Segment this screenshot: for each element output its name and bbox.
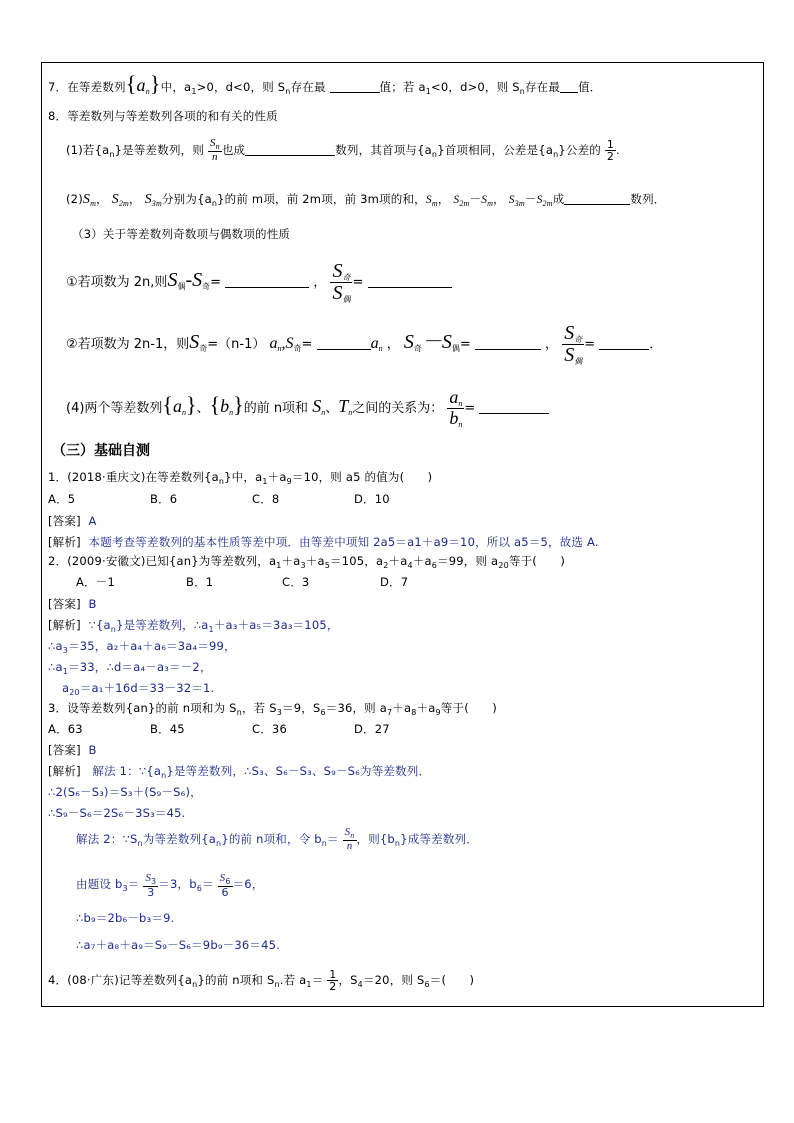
analysis-3: [解析] 解法 1：$\because\{a_n\}$是等差数列，∴S₃、S₆－S₃、S₉－S₆为等差数列． — [48, 764, 431, 780]
property-8-2: $(2)S_m$， $S_{2m}$， $S_{3m}$分别为$\{a_n\}$的前 m项，前 2m项，前 3m项的和，$S_m$， $S_{2m}-S_m$， $S_{3m}-S_{2m}$成 数列． — [66, 192, 666, 208]
analysis-3-line: ∴2(S₆－S₃)＝S₃＋(S₉－S₆)， — [48, 785, 202, 799]
analysis-3-line: ∴S₉－S₆＝2S₆－3S₃＝45. — [48, 806, 186, 820]
section-title: （三）基础自测 — [52, 443, 150, 459]
blank-line[interactable] — [475, 337, 541, 350]
question-4: 4．(08·广东)记等差数列$\{a_n\}$的前 n项和 $S_n$.若 $a_1=$ $\frac{1}{2}$ ，$S_4=20$，则 $S_6=$( ) — [48, 968, 475, 993]
blank-line[interactable] — [245, 143, 335, 156]
analysis-2-line: $a_{20}=a_1+16d=33-32=1$. — [62, 681, 215, 697]
property-8-3-title: （3）关于等差数列奇数项与偶数项的性质 — [72, 227, 291, 241]
property-8-3-case1: ①若项数为 2n,则$S_偶-S_奇=$ ， $\frac{S_奇}{S_偶}$ = — [66, 258, 452, 309]
question-2-options: A．－1 B．1 C．3 D．7 — [76, 575, 409, 589]
analysis-2-line: $\therefore a_3=35$，a₂＋a₄＋a₆＝3a₄＝99， — [48, 639, 236, 655]
blank-line[interactable] — [330, 80, 380, 93]
analysis-3-method2: 解法 2：$\because S_n$为等差数列$\{a_n\}$的前 n项和，令 $b_n=$ $\frac{S_n}{n}$ ，则$\{b_n\}$成等差数列． — [76, 826, 478, 852]
property-7: 7．在等差数列$\{a_n\}$中，$a_1>0$，d<0，则 $S_n$存在最 值；若 $a_1<0$，d>0，则 $S_n$存在最 值． — [48, 71, 602, 96]
blank-line[interactable] — [317, 337, 371, 350]
blank-line[interactable] — [599, 337, 649, 350]
blank-line[interactable] — [368, 275, 452, 288]
blank-line[interactable] — [564, 192, 630, 205]
property-8-1: (1)若$\{a_n\}$是等差数列，则 $\frac{S_n}{n}$ 也成 数列，其首项与$\{a_n\}$首项相同，公差是$\{a_n\}$公差的 $\frac{1}{2}$ . — [66, 137, 620, 163]
question-1-options: A．5 B．6 C．8 D．10 — [48, 492, 390, 506]
analysis-2: [解析] $\because\{a_n\}$是等差数列，$\therefore a_1+a_3+a_5=3a_3=105$， — [48, 618, 339, 634]
answer-1: [答案] A — [48, 514, 97, 528]
question-3: 3．设等差数列{an}的前 n项和为 $S_n$，若 $S_3=9$，$S_6=36$，则 $a_7+a_8+a_9$等于( ) — [48, 701, 497, 717]
answer-3: [答案] B — [48, 743, 97, 757]
question-3-options: A．63 B．45 C．36 D．27 — [48, 722, 390, 736]
blank-line[interactable] — [560, 80, 578, 93]
property-8-3-case2: ②若项数为 2n-1，则$S_奇=(n-1)$ $a_n,S_奇= a_n$ ， $S_奇-S_偶=$ ， $\frac{S_奇}{S_偶}$ = ． — [66, 322, 663, 366]
blank-line[interactable] — [225, 275, 309, 288]
analysis-3-method2-line: 由题设 $b_3=$ $\frac{S_3}{3}$ ＝3，$b_6=$ $\frac{S_6}{6}$ ＝6， — [76, 871, 264, 899]
answer-2: [答案] B — [48, 597, 97, 611]
question-1: 1．(2018·重庆文)在等差数列$\{a_n\}$中，$a_1+a_9=10$，则 a5 的值为( ) — [48, 470, 433, 486]
property-8-4: (4)两个等差数列$\{a_n\}$、$\{b_n\}$的前 n项和 $S_n$、$T_n$之间的关系为： $\frac{a_n}{b_n}$ = — [66, 383, 549, 435]
analysis-2-line: $\therefore a_1=33$，∴d＝a₄－a₃＝－2， — [48, 660, 212, 676]
analysis-3-line: ∴b₉＝2b₆－b₃＝9. — [76, 911, 175, 925]
property-8-title: 8．等差数列与等差数列各项的和有关的性质 — [48, 109, 278, 123]
question-2: 2．(2009·安徽文)已知{an}为等差数列，$a_1+a_3+a_5=105$，$a_2+a_4+a_6=99$，则 $a_{20}$等于( ) — [48, 554, 566, 570]
analysis-1: [解析] 本题考查等差数列的基本性质等差中项．由等差中项知 2a5＝a1＋a9＝10，所以 a5＝5，故选 A. — [48, 535, 599, 549]
blank-line[interactable] — [479, 401, 549, 414]
analysis-3-line: ∴a₇＋a₈＋a₉＝S₉－S₆＝9b₉－36＝45. — [76, 938, 280, 952]
